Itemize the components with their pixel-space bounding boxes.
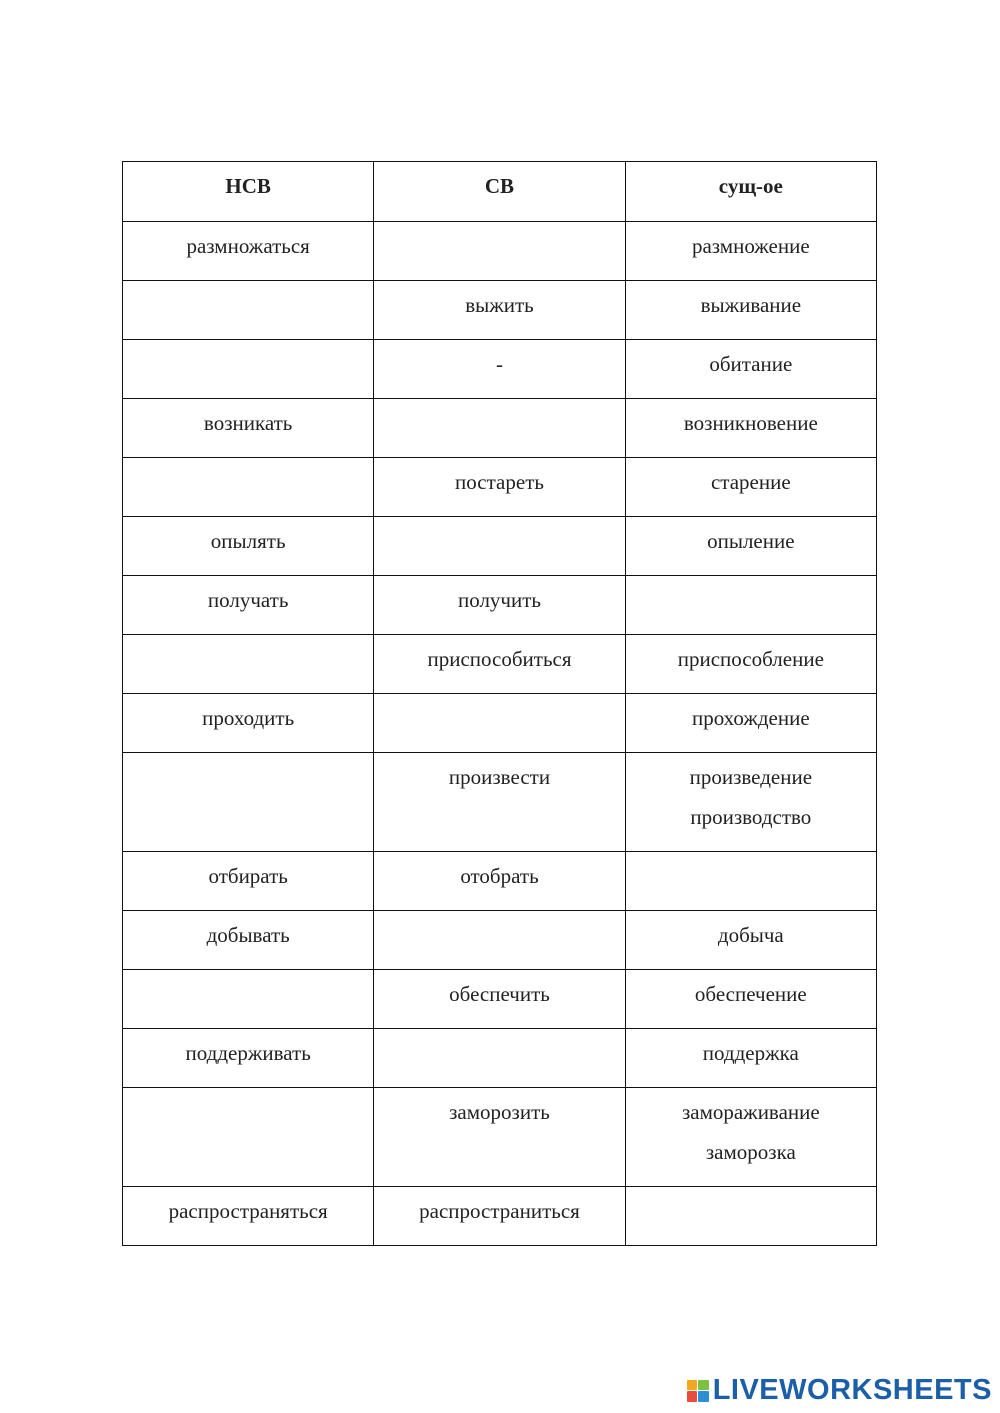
cell-text: выжить <box>465 293 534 317</box>
header-nsv: НСВ <box>123 162 374 222</box>
cell-nsv <box>123 1029 374 1088</box>
table-row <box>123 399 877 458</box>
cell-noun <box>625 1029 876 1088</box>
table-row <box>123 340 877 399</box>
cell-sv <box>374 281 625 340</box>
table-row <box>123 576 877 635</box>
cell-noun <box>625 340 876 399</box>
cell-noun[interactable] <box>625 852 876 911</box>
cell-sv <box>374 576 625 635</box>
table-row <box>123 517 877 576</box>
cell-text: распространиться <box>419 1199 580 1223</box>
header-sv: СВ <box>374 162 625 222</box>
cell-sv <box>374 635 625 694</box>
cell-sv <box>374 753 625 852</box>
cell-text: обеспечение <box>694 982 807 1006</box>
cell-noun[interactable] <box>625 576 876 635</box>
cell-sv[interactable] <box>374 222 625 281</box>
cell-nsv <box>123 911 374 970</box>
cell-sv[interactable] <box>374 1029 625 1088</box>
cell-text: обитание <box>709 352 793 376</box>
cell-nsv <box>123 852 374 911</box>
cell-text: возникать <box>203 411 293 435</box>
cell-sv <box>374 340 625 399</box>
table-row <box>123 1187 877 1246</box>
cell-nsv[interactable] <box>123 753 374 852</box>
cell-nsv[interactable] <box>123 635 374 694</box>
header-noun: сущ-ое <box>625 162 876 222</box>
cell-noun <box>625 1088 876 1187</box>
cell-noun <box>625 281 876 340</box>
table-row <box>123 753 877 852</box>
cell-sv <box>374 852 625 911</box>
cell-nsv[interactable] <box>123 1088 374 1187</box>
cell-sv[interactable] <box>374 517 625 576</box>
cell-noun <box>625 458 876 517</box>
cell-text: старение <box>710 470 791 494</box>
cell-text: размножаться <box>186 234 310 258</box>
cell-text: опыление <box>707 529 795 553</box>
cell-text: добывать <box>206 923 290 947</box>
table-header-row <box>123 162 877 222</box>
table-row <box>123 852 877 911</box>
cell-text: проходить <box>202 706 295 730</box>
cell-text: прохождение <box>691 706 810 730</box>
cell-sv <box>374 1187 625 1246</box>
cell-sv[interactable] <box>374 694 625 753</box>
cell-text: добыча <box>717 923 784 947</box>
table-row <box>123 281 877 340</box>
cell-text: постареть <box>455 470 544 494</box>
cell-noun <box>625 694 876 753</box>
table-row <box>123 458 877 517</box>
cell-nsv <box>123 576 374 635</box>
logo-square-1 <box>687 1380 698 1391</box>
cell-text: замораживание <box>681 1100 820 1124</box>
cell-text: приспособиться <box>427 647 572 671</box>
cell-nsv <box>123 517 374 576</box>
cell-noun <box>625 635 876 694</box>
verb-noun-table <box>122 161 877 1246</box>
logo-square-2 <box>698 1380 709 1391</box>
table-row <box>123 970 877 1029</box>
logo-square-4 <box>698 1391 709 1402</box>
cell-text: получать <box>207 588 289 612</box>
cell-text: поддержка <box>702 1041 799 1065</box>
cell-noun <box>625 222 876 281</box>
cell-text: отобрать <box>460 864 539 888</box>
cell-text: размножение <box>691 234 810 258</box>
cell-sv[interactable] <box>374 399 625 458</box>
table-row <box>123 1029 877 1088</box>
cell-nsv <box>123 1187 374 1246</box>
cell-sv <box>374 1088 625 1187</box>
cell-nsv[interactable] <box>123 458 374 517</box>
cell-text: заморозка <box>705 1140 796 1164</box>
cell-sv[interactable] <box>374 911 625 970</box>
liveworksheets-logo <box>687 1374 992 1407</box>
table-row <box>123 694 877 753</box>
cell-noun[interactable] <box>625 1187 876 1246</box>
cell-text: обеспечить <box>449 982 550 1006</box>
cell-noun <box>625 399 876 458</box>
cell-nsv <box>123 399 374 458</box>
cell-noun <box>625 970 876 1029</box>
table-body <box>123 222 877 1246</box>
cell-text: - <box>495 352 503 376</box>
cell-nsv[interactable] <box>123 281 374 340</box>
logo-square-3 <box>687 1391 698 1402</box>
cell-text: производство <box>690 805 812 829</box>
cell-text: выживание <box>700 293 802 317</box>
cell-text: приспособление <box>677 647 824 671</box>
cell-text: возникновение <box>683 411 818 435</box>
cell-text: произведение <box>689 765 813 789</box>
cell-nsv[interactable] <box>123 340 374 399</box>
cell-text: отбирать <box>208 864 288 888</box>
cell-sv <box>374 970 625 1029</box>
cell-noun <box>625 517 876 576</box>
table-row <box>123 1088 877 1187</box>
logo-mark-icon <box>687 1380 709 1402</box>
cell-nsv[interactable] <box>123 970 374 1029</box>
cell-text: произвести <box>448 765 551 789</box>
cell-text: распространяться <box>168 1199 328 1223</box>
table-row <box>123 911 877 970</box>
logo-text: LIVEWORKSHEETS <box>712 1374 992 1406</box>
cell-noun <box>625 911 876 970</box>
table-row <box>123 222 877 281</box>
cell-text: поддерживать <box>185 1041 311 1065</box>
table-row <box>123 635 877 694</box>
cell-text: получить <box>457 588 541 612</box>
cell-nsv <box>123 694 374 753</box>
cell-text: опылять <box>210 529 286 553</box>
cell-text: заморозить <box>449 1100 550 1124</box>
cell-noun <box>625 753 876 852</box>
cell-sv <box>374 458 625 517</box>
cell-nsv <box>123 222 374 281</box>
